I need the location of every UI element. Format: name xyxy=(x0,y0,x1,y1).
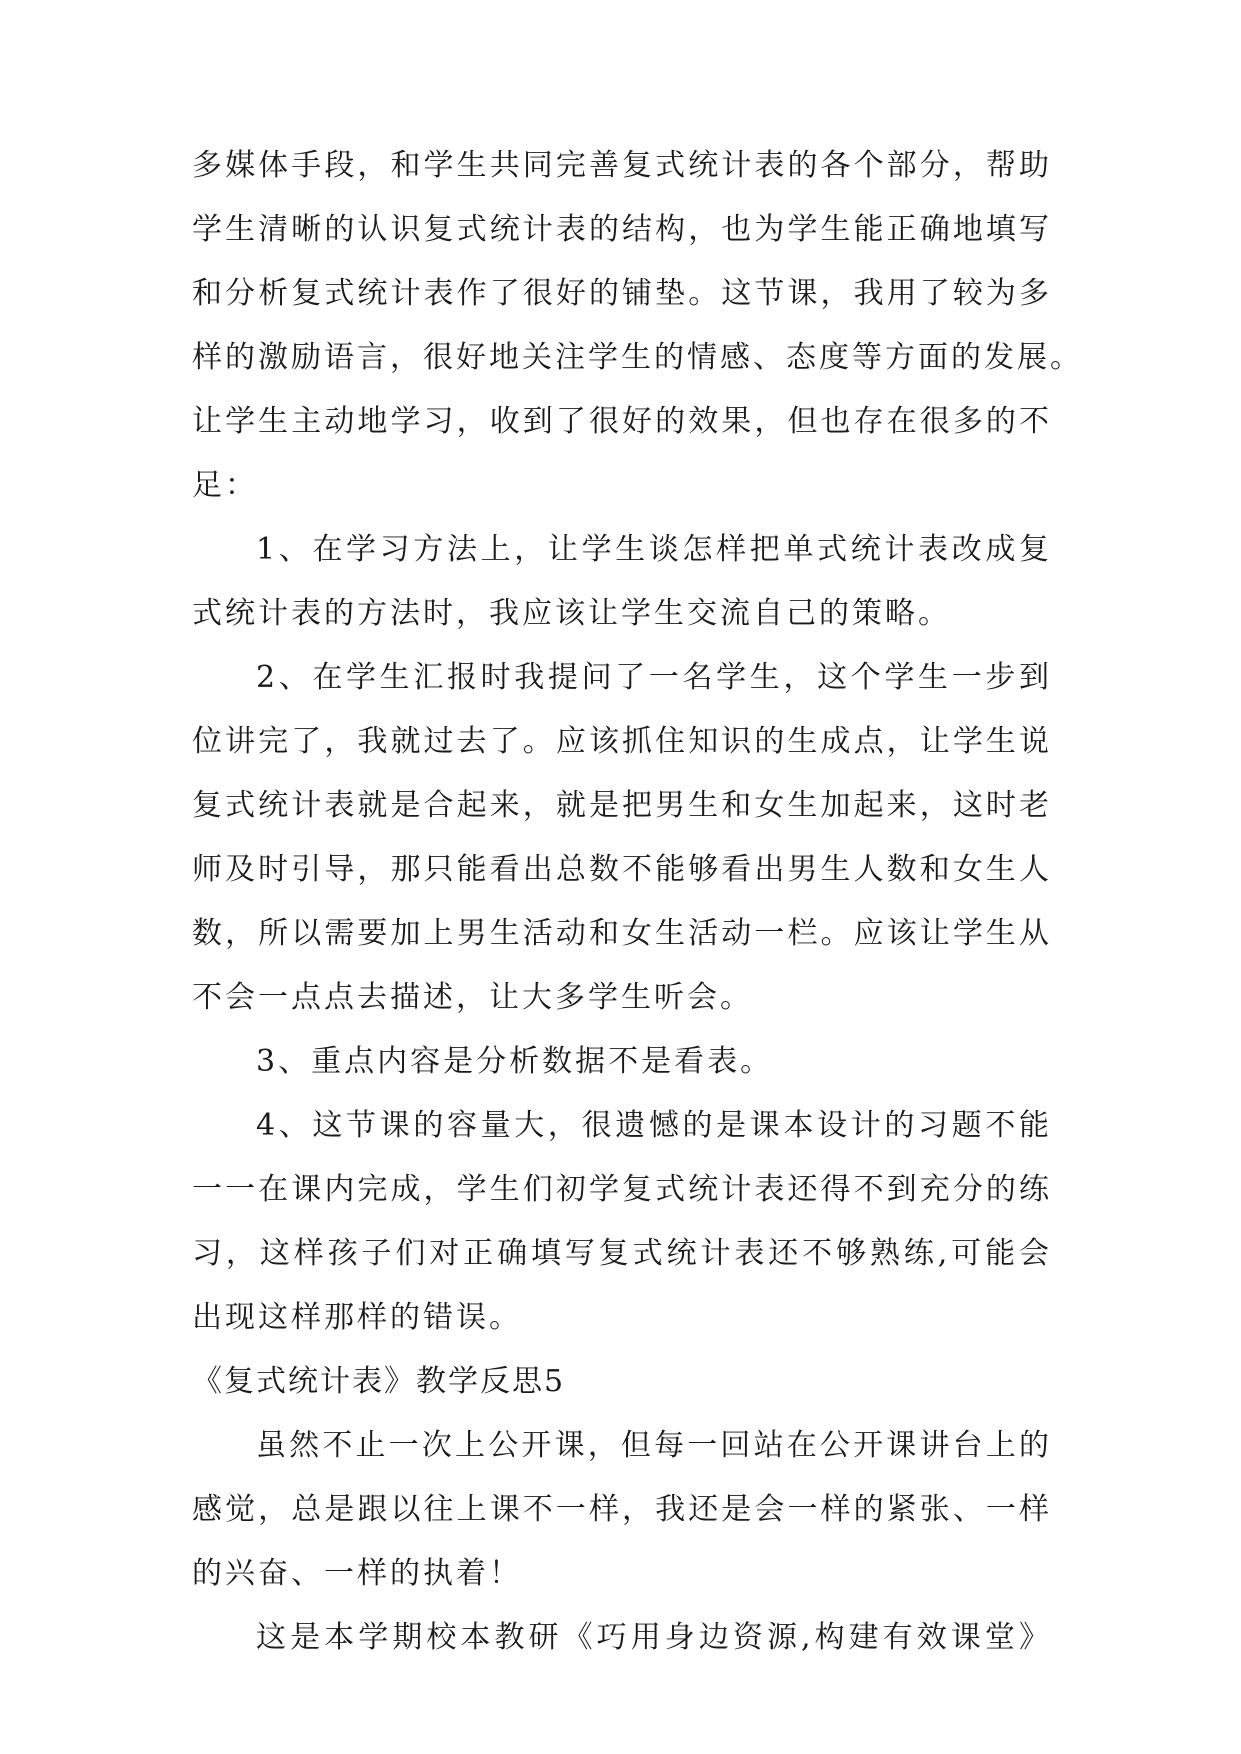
list-item-1-line: 式统计表的方法时，我应该让学生交流自己的策略。 xyxy=(192,596,951,631)
list-item-4-line: 4、这节课的容量大，很遗憾的是课本设计的习题不能 xyxy=(256,1108,1052,1143)
paragraph-line: 和分析复式统计表作了很好的铺垫。这节课，我用了较为多 xyxy=(192,276,1052,311)
paragraph-line: 这是本学期校本教研《巧用身边资源,构建有效课堂》 xyxy=(256,1620,1052,1655)
list-item-2-line: 师及时引导，那只能看出总数不能够看出男生人数和女生人 xyxy=(192,852,1052,887)
section-heading: 《复式统计表》教学反思5 xyxy=(192,1364,566,1399)
list-item-2-line: 2、在学生汇报时我提问了一名学生，这个学生一步到 xyxy=(256,660,1052,695)
paragraph-line: 虽然不止一次上公开课，但每一回站在公开课讲台上的 xyxy=(256,1428,1052,1463)
list-item-2-line: 复式统计表就是合起来，就是把男生和女生加起来，这时老 xyxy=(192,788,1052,823)
paragraph-line: 足： xyxy=(192,468,258,503)
list-item-4-line: 出现这样那样的错误。 xyxy=(192,1300,522,1335)
list-item-2-line: 数，所以需要加上男生活动和女生活动一栏。应该让学生从 xyxy=(192,916,1052,951)
list-item-4-line: 习，这样孩子们对正确填写复式统计表还不够熟练,可能会 xyxy=(192,1236,1052,1271)
list-item-1-line: 1、在学习方法上，让学生谈怎样把单式统计表改成复 xyxy=(256,532,1052,567)
list-item-3-line: 3、重点内容是分析数据不是看表。 xyxy=(256,1044,774,1079)
paragraph-line: 多媒体手段，和学生共同完善复式统计表的各个部分，帮助 xyxy=(192,148,1052,183)
list-item-2-line: 位讲完了，我就过去了。应该抓住知识的生成点，让学生说 xyxy=(192,724,1052,759)
paragraph-line: 样的激励语言，很好地关注学生的情感、态度等方面的发展。 xyxy=(192,340,1083,375)
list-item-4-line: 一一在课内完成，学生们初学复式统计表还得不到充分的练 xyxy=(192,1172,1052,1207)
list-item-2-line: 不会一点点去描述，让大多学生听会。 xyxy=(192,980,753,1015)
paragraph-line: 感觉，总是跟以往上课不一样，我还是会一样的紧张、一样 xyxy=(192,1492,1052,1527)
paragraph-line: 的兴奋、一样的执着！ xyxy=(192,1556,522,1591)
paragraph-line: 学生清晰的认识复式统计表的结构，也为学生能正确地填写 xyxy=(192,212,1052,247)
paragraph-line: 让学生主动地学习，收到了很好的效果，但也存在很多的不 xyxy=(192,404,1052,439)
